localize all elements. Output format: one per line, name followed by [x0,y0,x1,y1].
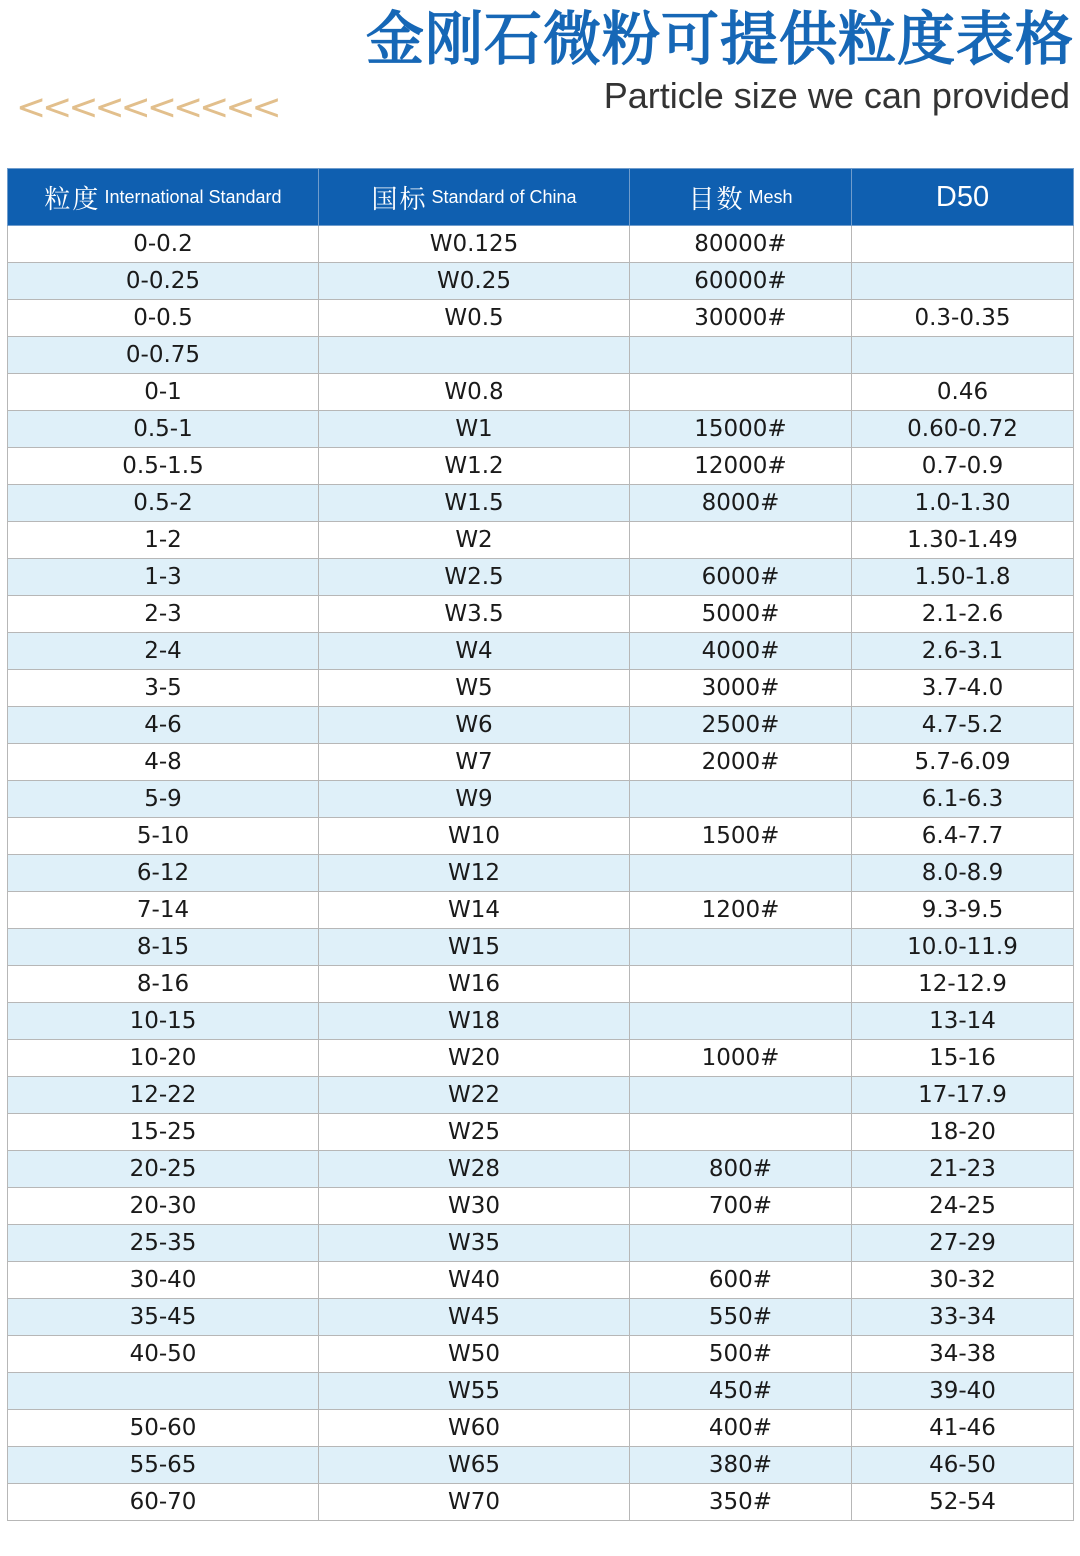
cell-standard-of-china: W40 [319,1262,630,1299]
cell-standard-of-china: W60 [319,1410,630,1447]
table-row [8,1299,1074,1336]
table-row [8,448,1074,485]
cell-mesh [630,337,852,374]
cell-d50: 10.0-11.9 [852,929,1074,966]
cell-standard-of-china: W1 [319,411,630,448]
cell-international-standard: 0-0.5 [8,300,319,337]
header-international-standard [8,169,319,226]
cell-d50 [852,337,1074,374]
cell-mesh: 6000# [630,559,852,596]
cell-standard-of-china: W50 [319,1336,630,1373]
cell-international-standard: 10-20 [8,1040,319,1077]
page-subtitle: Particle size we can provided [603,75,1070,116]
cell-mesh: 350# [630,1484,852,1521]
cell-international-standard: 4-6 [8,707,319,744]
cell-mesh: 450# [630,1373,852,1410]
cell-standard-of-china [319,337,630,374]
cell-d50: 52-54 [852,1484,1074,1521]
cell-mesh: 1200# [630,892,852,929]
table-row [8,892,1074,929]
cell-standard-of-china: W45 [319,1299,630,1336]
cell-international-standard: 35-45 [8,1299,319,1336]
cell-mesh [630,966,852,1003]
cell-d50: 17-17.9 [852,1077,1074,1114]
table-row [8,559,1074,596]
cell-international-standard: 5-9 [8,781,319,818]
cell-international-standard: 25-35 [8,1225,319,1262]
cell-standard-of-china: W28 [319,1151,630,1188]
table-row [8,1114,1074,1151]
cell-d50: 30-32 [852,1262,1074,1299]
cell-d50: 24-25 [852,1188,1074,1225]
header-standard-of-china [319,169,630,226]
cell-mesh: 700# [630,1188,852,1225]
cell-standard-of-china: W3.5 [319,596,630,633]
cell-standard-of-china: W0.125 [319,226,630,263]
cell-standard-of-china: W2.5 [319,559,630,596]
cell-standard-of-china: W0.25 [319,263,630,300]
table-header-row [8,169,1074,226]
cell-international-standard: 5-10 [8,818,319,855]
cell-d50 [852,263,1074,300]
cell-international-standard: 30-40 [8,1262,319,1299]
cell-mesh: 2000# [630,744,852,781]
table-body [8,226,1074,1521]
cell-d50: 18-20 [852,1114,1074,1151]
table-row [8,818,1074,855]
cell-mesh: 80000# [630,226,852,263]
cell-international-standard: 50-60 [8,1410,319,1447]
cell-mesh: 600# [630,1262,852,1299]
header-mesh [630,169,852,226]
cell-mesh: 1000# [630,1040,852,1077]
cell-international-standard: 4-8 [8,744,319,781]
cell-international-standard: 0-0.75 [8,337,319,374]
cell-mesh: 5000# [630,596,852,633]
cell-mesh [630,1225,852,1262]
table-row [8,485,1074,522]
table-row [8,374,1074,411]
header-label-cn: 粒度 [44,184,101,215]
header-label-en: International Standard [104,186,282,207]
cell-standard-of-china: W16 [319,966,630,1003]
cell-d50: 33-34 [852,1299,1074,1336]
cell-standard-of-china: W22 [319,1077,630,1114]
cell-standard-of-china: W70 [319,1484,630,1521]
cell-international-standard: 7-14 [8,892,319,929]
cell-standard-of-china: W1.2 [319,448,630,485]
cell-standard-of-china: W0.8 [319,374,630,411]
header-label-cn: 目数 [688,184,745,215]
cell-d50: 1.0-1.30 [852,485,1074,522]
cell-international-standard: 8-16 [8,966,319,1003]
cell-mesh [630,1003,852,1040]
cell-d50: 4.7-5.2 [852,707,1074,744]
cell-international-standard: 0-0.2 [8,226,319,263]
cell-d50: 34-38 [852,1336,1074,1373]
cell-standard-of-china: W15 [319,929,630,966]
cell-international-standard: 40-50 [8,1336,319,1373]
table-row [8,1410,1074,1447]
header-label-en: D50 [935,180,990,213]
cell-d50: 1.30-1.49 [852,522,1074,559]
table-row [8,300,1074,337]
table-row [8,1484,1074,1521]
table-row [8,929,1074,966]
table-row [8,1447,1074,1484]
cell-international-standard: 2-4 [8,633,319,670]
cell-international-standard: 20-30 [8,1188,319,1225]
table-row [8,1077,1074,1114]
cell-international-standard: 15-25 [8,1114,319,1151]
cell-international-standard: 12-22 [8,1077,319,1114]
cell-international-standard: 3-5 [8,670,319,707]
cell-mesh: 4000# [630,633,852,670]
cell-mesh [630,855,852,892]
cell-d50: 0.7-0.9 [852,448,1074,485]
cell-standard-of-china: W2 [319,522,630,559]
cell-international-standard: 0.5-1.5 [8,448,319,485]
cell-d50: 9.3-9.5 [852,892,1074,929]
cell-standard-of-china: W1.5 [319,485,630,522]
cell-standard-of-china: W6 [319,707,630,744]
cell-mesh: 1500# [630,818,852,855]
cell-standard-of-china: W35 [319,1225,630,1262]
cell-international-standard: 8-15 [8,929,319,966]
cell-standard-of-china: W25 [319,1114,630,1151]
cell-international-standard: 55-65 [8,1447,319,1484]
cell-standard-of-china: W18 [319,1003,630,1040]
cell-mesh: 15000# [630,411,852,448]
cell-international-standard: 60-70 [8,1484,319,1521]
table-row [8,1003,1074,1040]
cell-mesh [630,929,852,966]
table-row [8,1040,1074,1077]
cell-d50: 6.1-6.3 [852,781,1074,818]
cell-d50: 8.0-8.9 [852,855,1074,892]
cell-mesh [630,374,852,411]
cell-international-standard: 1-3 [8,559,319,596]
cell-international-standard: 20-25 [8,1151,319,1188]
table-row [8,1336,1074,1373]
cell-standard-of-china: W55 [319,1373,630,1410]
cell-mesh: 800# [630,1151,852,1188]
cell-standard-of-china: W65 [319,1447,630,1484]
table-row [8,1373,1074,1410]
table-row [8,707,1074,744]
table-row [8,411,1074,448]
cell-mesh: 550# [630,1299,852,1336]
cell-mesh [630,1114,852,1151]
cell-mesh [630,1077,852,1114]
cell-standard-of-china: W9 [319,781,630,818]
cell-standard-of-china: W12 [319,855,630,892]
cell-standard-of-china: W14 [319,892,630,929]
cell-d50: 0.3-0.35 [852,300,1074,337]
cell-d50: 0.46 [852,374,1074,411]
table-row [8,596,1074,633]
cell-standard-of-china: W30 [319,1188,630,1225]
cell-mesh: 400# [630,1410,852,1447]
page-title: 金刚石微粉可提供粒度表格 [365,5,1074,73]
cell-mesh: 380# [630,1447,852,1484]
table-row [8,1151,1074,1188]
cell-d50: 41-46 [852,1410,1074,1447]
table-row [8,966,1074,1003]
chevron-decoration-icon: <<<<<<<<<< [16,87,278,128]
cell-mesh: 12000# [630,448,852,485]
cell-d50: 12-12.9 [852,966,1074,1003]
table-row [8,226,1074,263]
cell-standard-of-china: W4 [319,633,630,670]
cell-d50: 39-40 [852,1373,1074,1410]
cell-d50: 2.1-2.6 [852,596,1074,633]
table-row [8,1188,1074,1225]
cell-standard-of-china: W10 [319,818,630,855]
cell-standard-of-china: W20 [319,1040,630,1077]
cell-d50: 6.4-7.7 [852,818,1074,855]
table-row [8,633,1074,670]
cell-mesh: 60000# [630,263,852,300]
table-row [8,1262,1074,1299]
cell-mesh: 2500# [630,707,852,744]
table-row [8,855,1074,892]
cell-international-standard: 0-1 [8,374,319,411]
table-row [8,1225,1074,1262]
table-row [8,263,1074,300]
table-row [8,781,1074,818]
header-label-en: Standard of China [431,186,577,207]
cell-d50: 27-29 [852,1225,1074,1262]
cell-d50: 2.6-3.1 [852,633,1074,670]
cell-international-standard [8,1373,319,1410]
particle-size-table [7,168,1074,1521]
cell-d50: 13-14 [852,1003,1074,1040]
cell-d50: 1.50-1.8 [852,559,1074,596]
header-d50 [852,169,1074,226]
table-row [8,744,1074,781]
cell-mesh: 500# [630,1336,852,1373]
cell-international-standard: 0.5-2 [8,485,319,522]
cell-international-standard: 0.5-1 [8,411,319,448]
cell-d50: 3.7-4.0 [852,670,1074,707]
cell-international-standard: 10-15 [8,1003,319,1040]
cell-mesh: 30000# [630,300,852,337]
cell-international-standard: 2-3 [8,596,319,633]
cell-d50: 21-23 [852,1151,1074,1188]
cell-standard-of-china: W5 [319,670,630,707]
cell-d50 [852,226,1074,263]
cell-international-standard: 6-12 [8,855,319,892]
cell-international-standard: 1-2 [8,522,319,559]
header-label-en: Mesh [748,186,793,207]
cell-d50: 5.7-6.09 [852,744,1074,781]
cell-d50: 15-16 [852,1040,1074,1077]
cell-mesh: 8000# [630,485,852,522]
cell-d50: 0.60-0.72 [852,411,1074,448]
cell-international-standard: 0-0.25 [8,263,319,300]
cell-standard-of-china: W0.5 [319,300,630,337]
cell-mesh: 3000# [630,670,852,707]
header-label-cn: 国标 [371,184,428,215]
cell-standard-of-china: W7 [319,744,630,781]
table-row [8,522,1074,559]
cell-mesh [630,522,852,559]
table-row [8,337,1074,374]
cell-mesh [630,781,852,818]
table-row [8,670,1074,707]
cell-d50: 46-50 [852,1447,1074,1484]
